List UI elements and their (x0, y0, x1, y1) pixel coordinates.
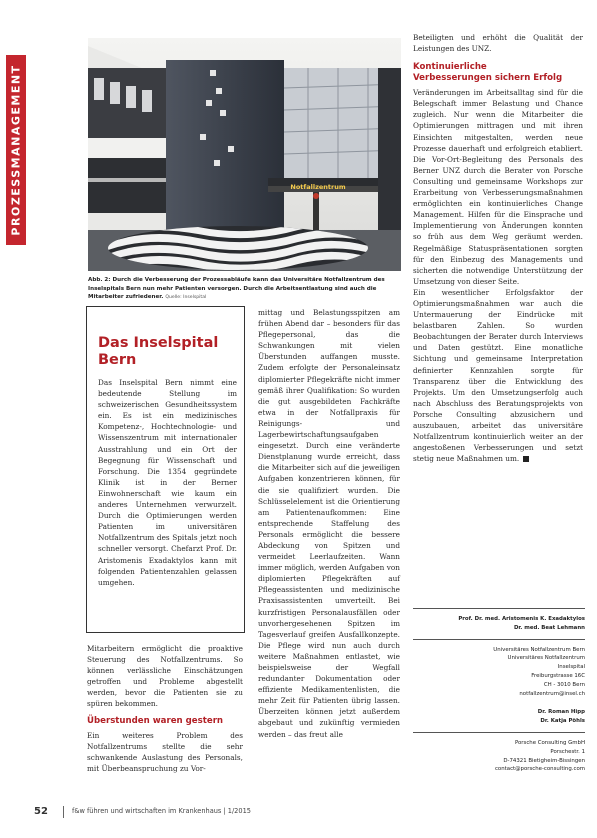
publication-name: f&w führen und wirtschaften im Krankenhaus | 1/2015 (72, 807, 251, 815)
paragraph: Mitarbeitern ermöglicht die proaktive Steuerung des Notfallzentrums. So können verlässliche Einschätzungen getroffen und Probleme abgestellt werden, bevor die Patienten sie zu spüren bekommen. (87, 644, 243, 709)
hospital-photo (88, 38, 401, 271)
photo-credit: Quelle: Inselspital (165, 295, 207, 300)
divider (413, 639, 585, 640)
column-left (87, 643, 243, 774)
author-name: Dr. Katja Pöhls (540, 718, 585, 725)
footer-divider (63, 806, 64, 818)
author-email: notfallzentrum@insel.ch (519, 690, 585, 697)
page-number: 52 (34, 806, 48, 817)
author-name: Dr. med. Beat Lehmann (513, 624, 585, 631)
author-org: Porsche Consulting GmbH (514, 739, 585, 746)
author-org: Universitäres Notfallzentrum Bern (493, 646, 585, 653)
paragraph: Beteiligten und erhöht die Qualität der Leistungen des UNZ. (413, 33, 583, 54)
author-address: Freiburgstrasse 16C (531, 672, 585, 679)
author-email: contact@porsche-consulting.com (494, 766, 585, 773)
column-right (413, 32, 583, 464)
author-org: Inselspital (557, 664, 585, 671)
subheading: Kontinuierliche (413, 62, 487, 73)
divider (413, 608, 585, 609)
author-name: Prof. Dr. med. Aristomenis K. Exadaktylos (458, 616, 585, 622)
subheading: Verbesserungen sichern Erfolg (413, 73, 563, 84)
paragraph: Ein weiteres Problem des Notfallzentrums stellte die sehr schwankende Auslastung des Personals, mit Überbeanspruchung zu Vor- (87, 730, 243, 773)
caption-text: Abb. 2: Durch die Verbesserung der Prozessabläufe kann das Universitäre Notfallzentrum des Inselspitals Bern nun mehr Patienten versorgen. Durch die Arbeitsentlastung sind auch die Mitarbeiter zufriedener. (88, 277, 385, 300)
divider (413, 732, 585, 733)
info-box-title: Das Inselspital Bern (98, 335, 219, 368)
info-box (86, 306, 245, 633)
author-address: D-74321 Bietigheim-Bissingen (503, 757, 585, 764)
end-mark (523, 456, 529, 462)
author-info (413, 608, 585, 774)
section-tab (6, 55, 26, 245)
paragraph: Ein wesentlicher Erfolgsfaktor der Optimierungsmaßnahmen war auch die Untermauerung der Eindrücke mit belastbaren Zahlen. So wurden Beobachtungen der Berater durch Interviews und Daten gestützt. Eine monatliche Sichtung und gemeinsame Interpretation definierter Kennzahlen sorgte für Transparenz über die Entwicklung des Projekts. Um den Umsetzungserfolg auch nach Abschluss des Beratungsprojekts von Porsche Consulting abzusichern und auszubauen, arbeitet das universitäre Notfallzentrum kontinuierlich weiter an der angestoßenen Verbesserungen und setzt stetig neue Maßnahmen um. (413, 287, 583, 464)
author-address: Porschestr. 1 (550, 748, 585, 755)
building-sign: Notfallzentrum (290, 183, 346, 191)
paragraph: Veränderungen im Arbeitsalltag sind für die Belegschaft immer Belastung und Chance zugleich. Nur wenn die Mitarbeiter die Optimierungen mittragen und mit ihren Einsichten mitgestalten, werden neue Prozesse dauerhaft und erfolgreich etabliert. Die Vor-Ort-Begleitung des Personals des Berner UNZ durch die Berater von Porsche Consulting und gemeinsame Workshops zur Erarbeitung von Verbesserungsmaßnahmen ermöglichten ein kontinuierliches Change Management. Hilfen für die Einsprache und Implementierung von Änderungen konnten so früh aus dem Weg geräumt werden. Regelmäßige Statuspräsentationen sorgten für den Einbezug des Managements und sicherten die notwendige Unterstützung der Umsetzung von dieser Seite. (413, 88, 583, 286)
section-label: PROZESSMANAGEMENT (9, 64, 23, 236)
author-name: Dr. Roman Hipp (537, 709, 585, 716)
column-middle (258, 307, 400, 740)
author-address: CH - 3010 Bern (543, 681, 585, 688)
info-box-body: Das Inselspital Bern nimmt eine bedeutende Stellung im schweizerischen Gesundheitssystem ein. Es ist ein medizinisches Kompetenz-, Hochtechnologie- und Wissenszentrum mit internationaler Ausstrahlung und ein Ort der Begegnung für Wissenschaft und Forschung. Die 1354 gegründete Klinik ist in der Berner Einwohnerschaft wie kaum ein anderes Unternehmen verwurzelt. Durch die Optimierungen werden Patienten im universitären Notfallzentrum des Spitals jetzt noch schneller versorgt. Chefarzt Prof. Dr. Aristomenis Exadaktylos kann mit folgenden Patientenzahlen gelassen umgehen. (98, 378, 237, 587)
figure-caption (88, 276, 403, 303)
subheading: Überstunden waren gestern (87, 715, 224, 726)
paragraph: mittag und Belastungsspitzen am frühen Abend dar – besonders für das Pflegepersonal, das die Schwankungen mit vielen Überstunden auffangen musste. Zudem erfolgte der Personaleinsatz diplomierter Pflegekräfte nicht immer gemäß ihrer Qualifikation: So wurden die gut ausgebildeten Fachkräfte etwa in der Notfallpraxis für Reinigungs- und Lagerbewirtschaftungsaufgaben eingesetzt. Durch eine veränderte Dienstplanung wurde erreicht, dass die Mitarbeiter sich auf die jeweiligen Aufgaben konzentrieren können, für die sie qualifiziert wurden. Die Schlüsselelement ist die Orientierung am Patientenaufkommen: Eine entsprechende Staffelung des Personals ermöglicht die bessere Abdeckung von Spitzen und vermeidet Leerlaufzeiten. Wann immer möglich, werden Aufgaben von diplomierten Pflegekräften auf Pflegeassistenten und medizinische Praxisassistenten umverteilt. Bei kurzfristigen Personalausfällen oder unvorhergesehenen Spitzen im Tagesverlauf greifen Ausfallkonzepte. Die Pflege wird nun auch durch weitere Maßnahmen entlastet, wie beispielsweise der Wegfall redundanter Dokumentation oder effiziente Medikamentenlisten, die mehr Zeit für Patienten übrig lassen. Überzeiten können jetzt außerdem abgebaut und zukünftig vermieden werden – das freut alle (258, 308, 400, 739)
author-org: Universitäres Notfallzentrum (507, 655, 585, 662)
